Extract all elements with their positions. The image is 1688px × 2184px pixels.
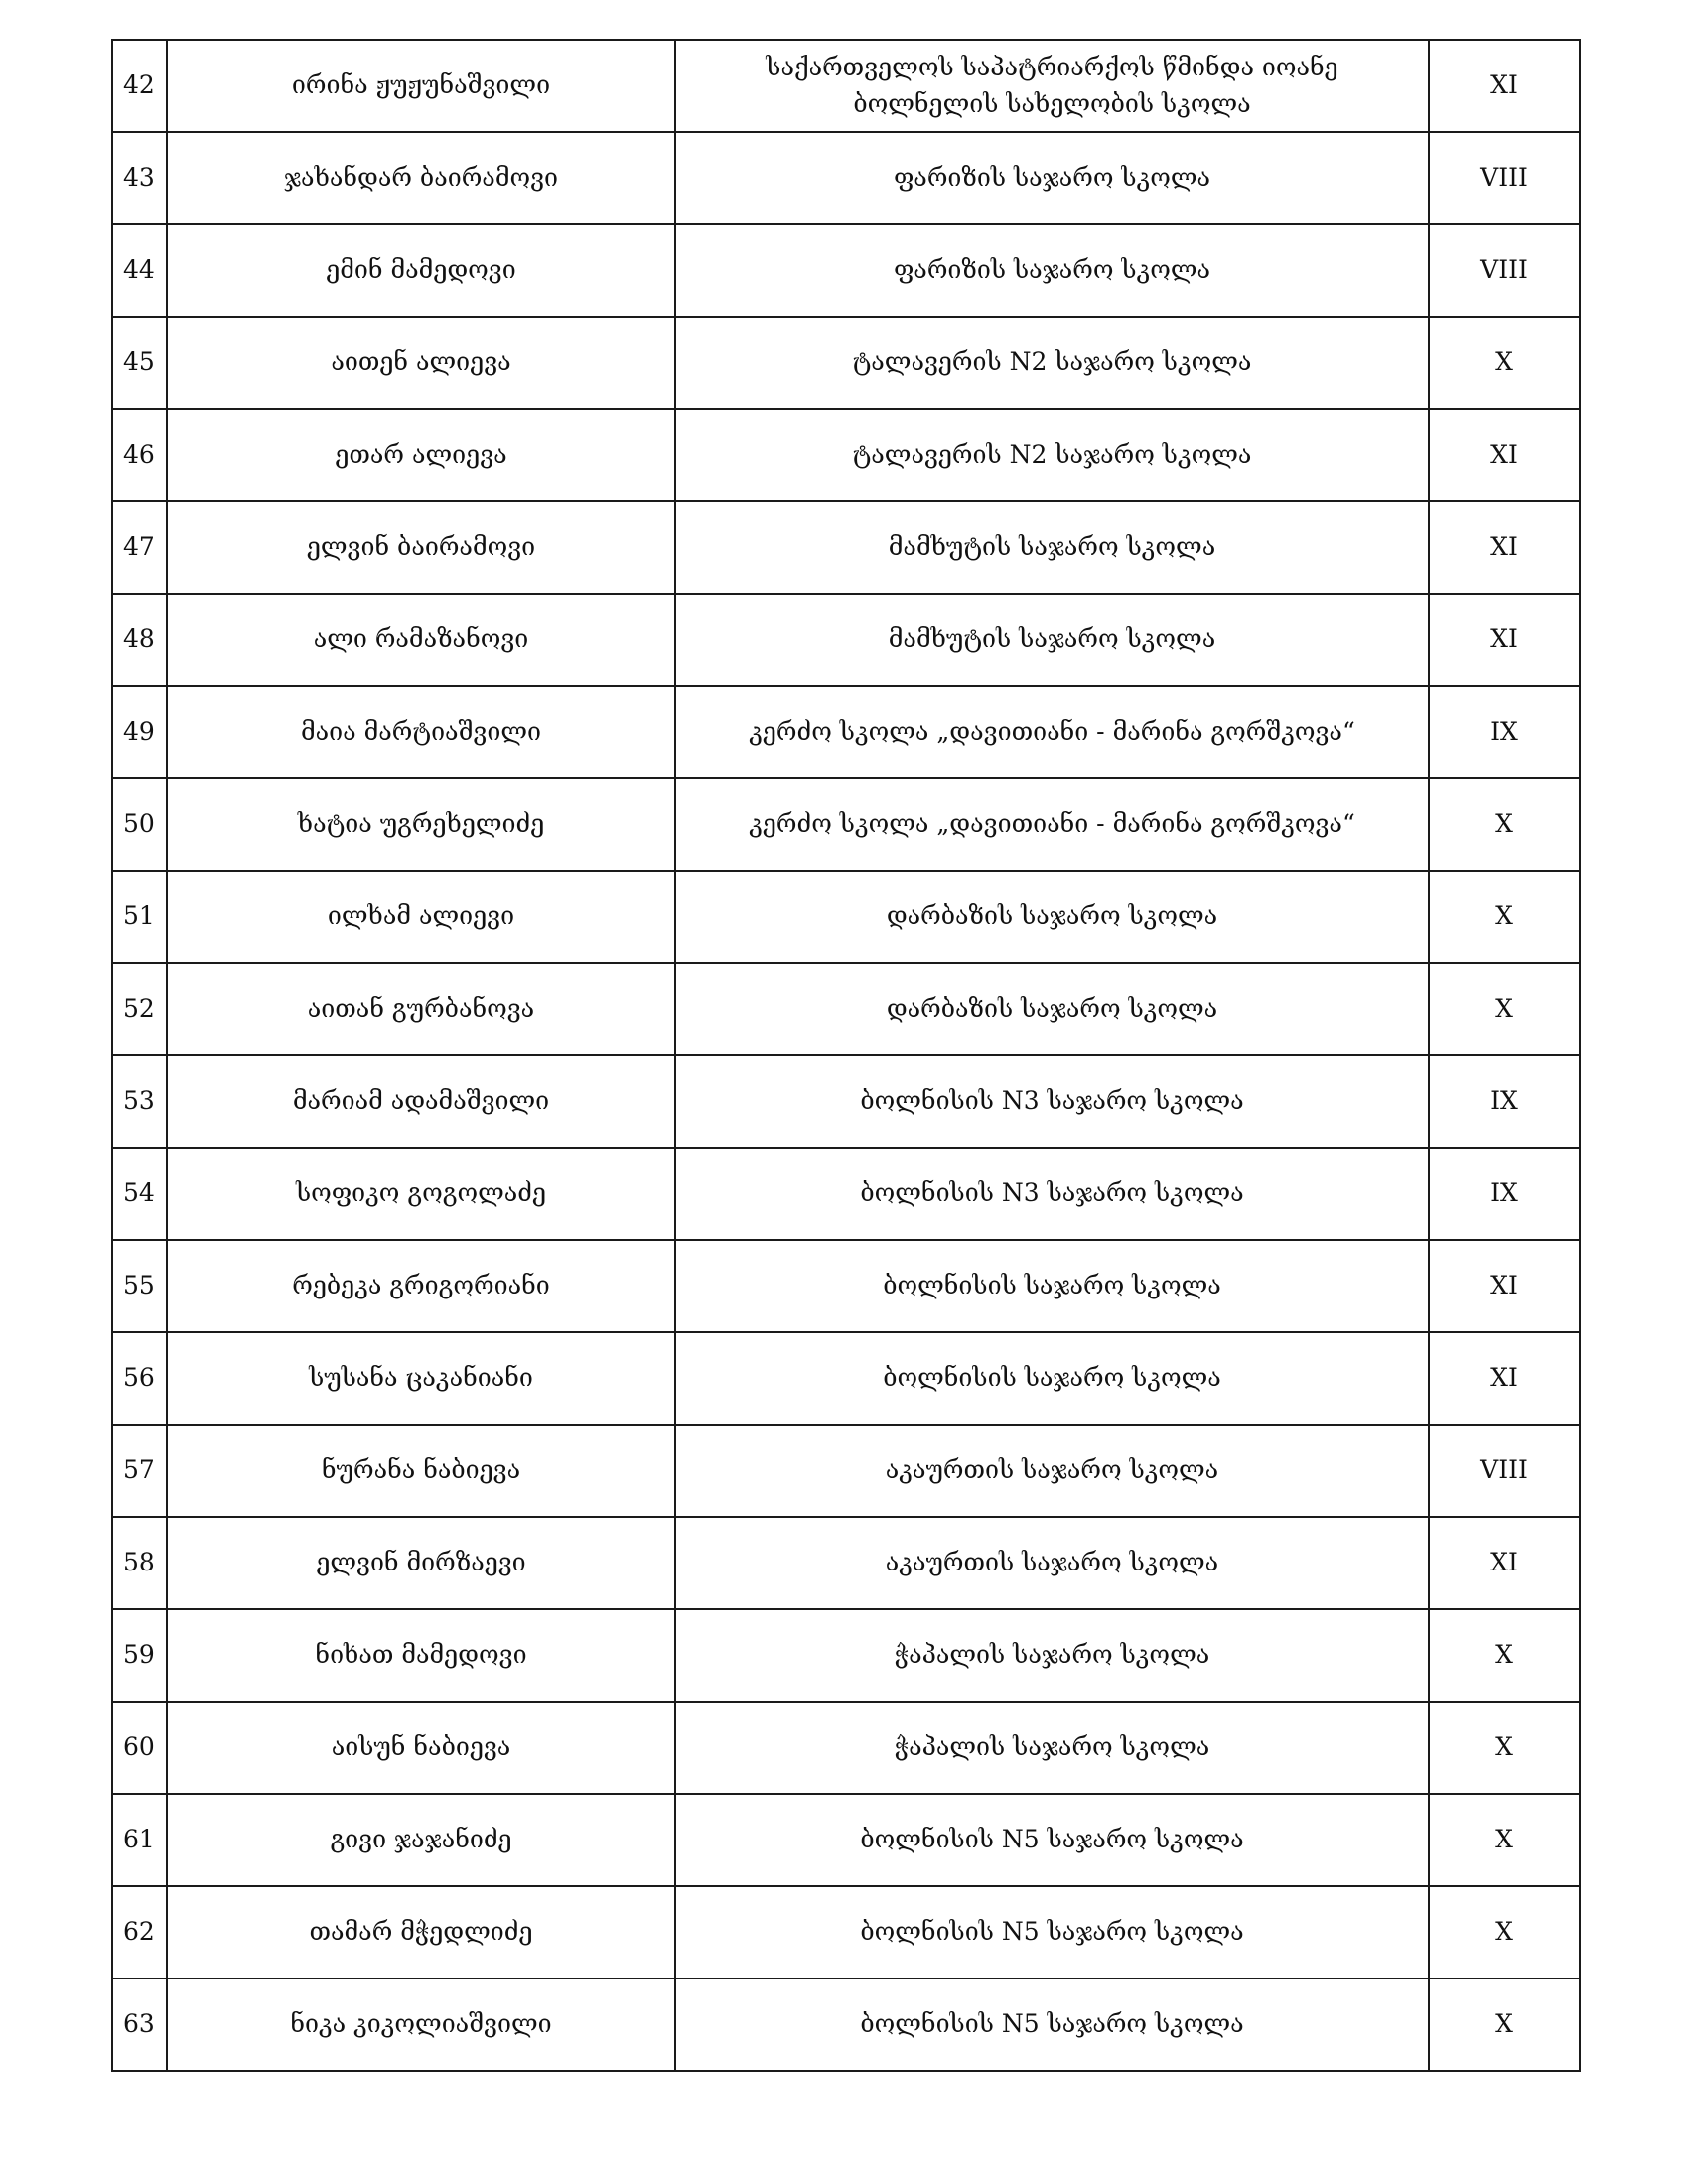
table-row: [112, 1886, 1580, 1979]
table-row: [112, 1055, 1580, 1148]
student-name-cell: ეთარ ალიევა: [167, 409, 675, 501]
student-name-cell: აითენ ალიევა: [167, 317, 675, 409]
row-number-cell: 48: [112, 594, 167, 686]
student-name-cell: აისუნ ნაბიევა: [167, 1702, 675, 1794]
table-row: [112, 1148, 1580, 1240]
table-row: [112, 40, 1580, 132]
grade-cell: X: [1429, 317, 1580, 409]
school-name-cell: ბოლნისის N5 საჯარო სკოლა: [675, 1886, 1429, 1979]
row-number-cell: 56: [112, 1332, 167, 1425]
student-name-cell: ალი რამაზანოვი: [167, 594, 675, 686]
school-name-cell: ბოლნისის N5 საჯარო სკოლა: [675, 1794, 1429, 1886]
row-number-cell: 47: [112, 501, 167, 594]
school-name-cell: ჭაპალის საჯარო სკოლა: [675, 1702, 1429, 1794]
row-number-cell: 44: [112, 224, 167, 317]
grade-cell: XI: [1429, 1332, 1580, 1425]
table-row: [112, 1609, 1580, 1702]
student-name-cell: მარიამ ადამაშვილი: [167, 1055, 675, 1148]
student-name-cell: ელვინ ბაირამოვი: [167, 501, 675, 594]
school-name-cell: კერძო სკოლა „დავითიანი - მარინა გორშკოვა“: [675, 686, 1429, 778]
grade-cell: X: [1429, 1886, 1580, 1979]
student-name-cell: მაია მარტიაშვილი: [167, 686, 675, 778]
school-name-cell: ბოლნისის N5 საჯარო სკოლა: [675, 1979, 1429, 2071]
grade-cell: IX: [1429, 686, 1580, 778]
student-name-cell: ნურანა ნაბიევა: [167, 1425, 675, 1517]
student-name-cell: ემინ მამედოვი: [167, 224, 675, 317]
school-name-cell: დარბაზის საჯარო სკოლა: [675, 963, 1429, 1055]
student-roster-table: [111, 39, 1581, 2072]
row-number-cell: 55: [112, 1240, 167, 1332]
row-number-cell: 57: [112, 1425, 167, 1517]
student-name-cell: ნიკა კიკოლიაშვილი: [167, 1979, 675, 2071]
student-name-cell: რებეკა გრიგორიანი: [167, 1240, 675, 1332]
student-name-cell: სოფიკო გოგოლაძე: [167, 1148, 675, 1240]
table-row: [112, 1240, 1580, 1332]
row-number-cell: 50: [112, 778, 167, 871]
grade-cell: VIII: [1429, 224, 1580, 317]
table-row: [112, 1517, 1580, 1609]
row-number-cell: 49: [112, 686, 167, 778]
grade-cell: VIII: [1429, 132, 1580, 224]
table-row: [112, 1979, 1580, 2071]
table-row: [112, 1794, 1580, 1886]
row-number-cell: 58: [112, 1517, 167, 1609]
table-row: [112, 871, 1580, 963]
row-number-cell: 60: [112, 1702, 167, 1794]
student-name-cell: ირინა ჟუჟუნაშვილი: [167, 40, 675, 132]
grade-cell: IX: [1429, 1055, 1580, 1148]
school-name-cell: აკაურთის საჯარო სკოლა: [675, 1425, 1429, 1517]
grade-cell: VIII: [1429, 1425, 1580, 1517]
school-name-cell: ტალავერის N2 საჯარო სკოლა: [675, 409, 1429, 501]
table-row: [112, 1332, 1580, 1425]
roster-body: [112, 40, 1580, 2071]
grade-cell: X: [1429, 1979, 1580, 2071]
row-number-cell: 43: [112, 132, 167, 224]
school-name-cell: ტალავერის N2 საჯარო სკოლა: [675, 317, 1429, 409]
school-name-cell: ბოლნისის N3 საჯარო სკოლა: [675, 1055, 1429, 1148]
student-name-cell: სუსანა ცაკანიანი: [167, 1332, 675, 1425]
grade-cell: X: [1429, 778, 1580, 871]
student-name-cell: ხატია უგრეხელიძე: [167, 778, 675, 871]
student-name-cell: ნიხათ მამედოვი: [167, 1609, 675, 1702]
row-number-cell: 61: [112, 1794, 167, 1886]
school-name-cell: ბოლნისის საჯარო სკოლა: [675, 1332, 1429, 1425]
school-name-cell: მამხუტის საჯარო სკოლა: [675, 594, 1429, 686]
grade-cell: X: [1429, 1609, 1580, 1702]
table-row: [112, 224, 1580, 317]
school-name-cell: მამხუტის საჯარო სკოლა: [675, 501, 1429, 594]
school-name-cell: ფარიზის საჯარო სკოლა: [675, 132, 1429, 224]
table-row: [112, 409, 1580, 501]
grade-cell: XI: [1429, 409, 1580, 501]
student-name-cell: ჯახანდარ ბაირამოვი: [167, 132, 675, 224]
row-number-cell: 46: [112, 409, 167, 501]
grade-cell: XI: [1429, 501, 1580, 594]
table-row: [112, 317, 1580, 409]
grade-cell: XI: [1429, 1240, 1580, 1332]
school-name-cell: ჭაპალის საჯარო სკოლა: [675, 1609, 1429, 1702]
table-row: [112, 963, 1580, 1055]
row-number-cell: 45: [112, 317, 167, 409]
table-row: [112, 132, 1580, 224]
row-number-cell: 52: [112, 963, 167, 1055]
school-name-cell: დარბაზის საჯარო სკოლა: [675, 871, 1429, 963]
table-row: [112, 501, 1580, 594]
school-name-cell: საქართველოს საპატრიარქოს წმინდა იოანე ბოლნელის სახელობის სკოლა: [675, 40, 1429, 132]
table-row: [112, 778, 1580, 871]
grade-cell: XI: [1429, 594, 1580, 686]
student-name-cell: ელვინ მირზაევი: [167, 1517, 675, 1609]
table-row: [112, 594, 1580, 686]
table-row: [112, 1702, 1580, 1794]
student-name-cell: გივი ჯაჯანიძე: [167, 1794, 675, 1886]
student-name-cell: აითან გურბანოვა: [167, 963, 675, 1055]
table-row: [112, 686, 1580, 778]
grade-cell: X: [1429, 963, 1580, 1055]
student-name-cell: ილხამ ალიევი: [167, 871, 675, 963]
grade-cell: X: [1429, 871, 1580, 963]
grade-cell: XI: [1429, 1517, 1580, 1609]
row-number-cell: 54: [112, 1148, 167, 1240]
student-name-cell: თამარ მჭედლიძე: [167, 1886, 675, 1979]
grade-cell: IX: [1429, 1148, 1580, 1240]
school-name-cell: ბოლნისის N3 საჯარო სკოლა: [675, 1148, 1429, 1240]
row-number-cell: 59: [112, 1609, 167, 1702]
school-name-cell: ბოლნისის საჯარო სკოლა: [675, 1240, 1429, 1332]
school-name-cell: კერძო სკოლა „დავითიანი - მარინა გორშკოვა“: [675, 778, 1429, 871]
grade-cell: X: [1429, 1794, 1580, 1886]
row-number-cell: 42: [112, 40, 167, 132]
row-number-cell: 63: [112, 1979, 167, 2071]
grade-cell: XI: [1429, 40, 1580, 132]
row-number-cell: 51: [112, 871, 167, 963]
table-row: [112, 1425, 1580, 1517]
row-number-cell: 53: [112, 1055, 167, 1148]
grade-cell: X: [1429, 1702, 1580, 1794]
school-name-cell: ფარიზის საჯარო სკოლა: [675, 224, 1429, 317]
school-name-cell: აკაურთის საჯარო სკოლა: [675, 1517, 1429, 1609]
row-number-cell: 62: [112, 1886, 167, 1979]
